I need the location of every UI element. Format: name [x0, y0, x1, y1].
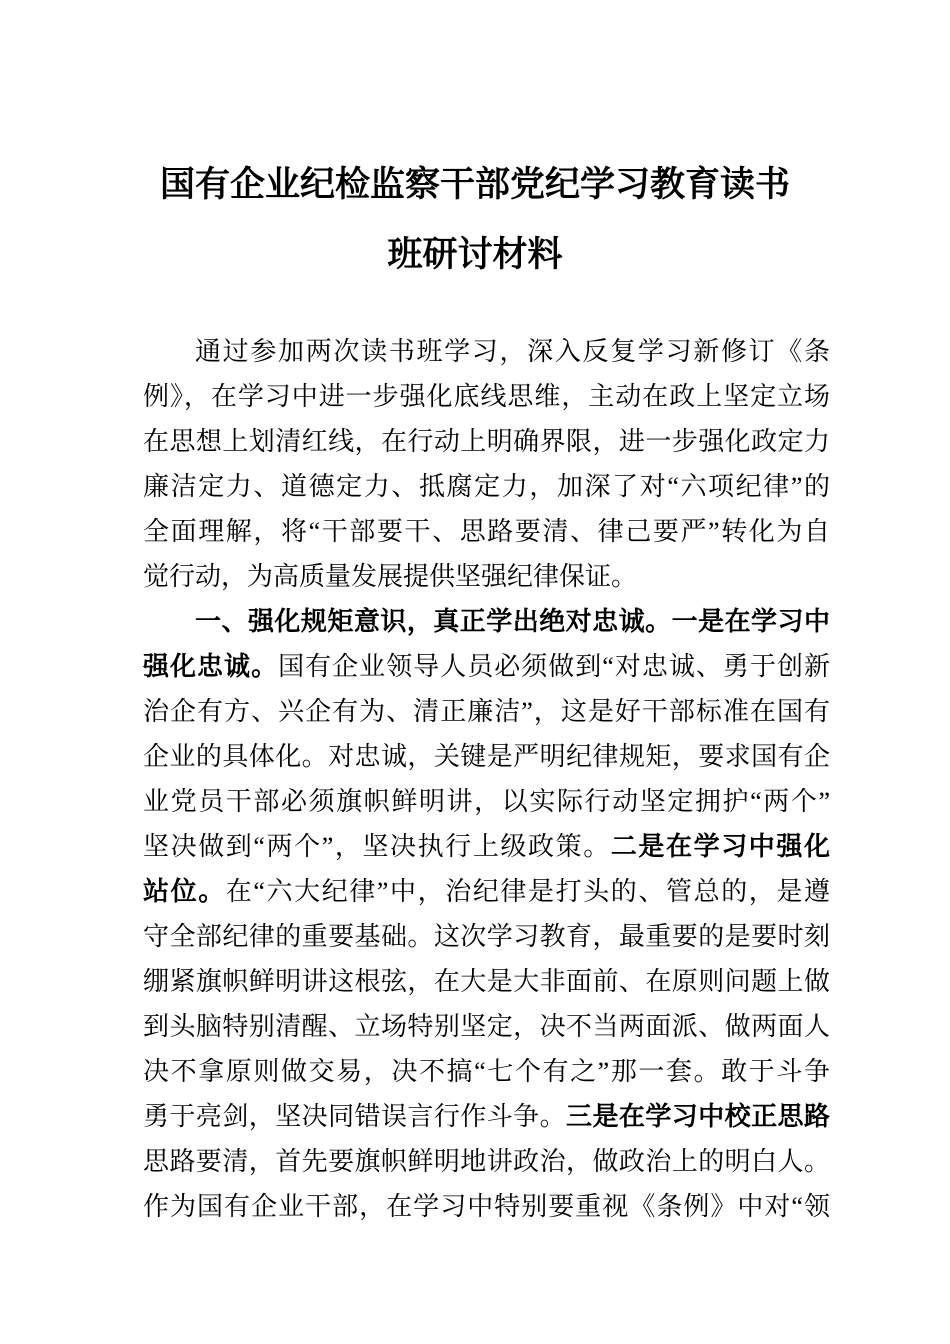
text-line: [143, 599, 830, 644]
title-line: 班研讨材料: [387, 235, 563, 274]
text-line: [143, 1004, 830, 1049]
text-segment: 思路要清，首先要旗帜鲜明地讲政治，做政治上的明白人。: [143, 1147, 830, 1176]
text-line: [143, 824, 830, 869]
text-segment: 作为国有企业干部，在学习中特别要重视《条例》中对“领: [143, 1192, 830, 1221]
text-segment: 通过参加两次读书班学习，深入反复学习新修订《条: [195, 337, 830, 366]
text-line: [143, 1184, 830, 1229]
text-line: [143, 869, 830, 914]
text-line: [143, 914, 830, 959]
bold-text-segment: 三是在学习中校正思路: [566, 1101, 830, 1131]
text-line: [143, 959, 830, 1004]
text-segment: 全面理解，将“干部要干、思路要清、律己要严”转化为自: [143, 517, 830, 546]
text-segment: 在“六大纪律”中，治纪律是打头的、管总的，是遵: [225, 877, 830, 906]
text-segment: 觉行动，为高质量发展提供坚强纪律保证。: [143, 562, 638, 591]
text-line: [143, 1094, 830, 1139]
text-line: [143, 779, 830, 824]
text-segment: 廉洁定力、道德定力、抵腐定力，加深了对“六项纪律”的: [143, 472, 830, 501]
text-line: [143, 1139, 830, 1184]
text-line: [143, 644, 830, 689]
text-line: [143, 734, 830, 779]
bold-text-segment: 一、强化规矩意识，真正学出绝对忠诚。一是在学习中: [195, 606, 830, 636]
text-line: [143, 464, 830, 509]
document-title: [0, 150, 950, 290]
text-segment: 坚决做到“两个”，坚决执行上级政策。: [143, 832, 611, 861]
text-segment: 业党员干部必须旗帜鲜明讲，以实际行动坚定拥护“两个”: [143, 787, 830, 816]
text-line: [143, 329, 830, 374]
text-segment: 治企有方、兴企有为、清正廉洁”，这是好干部标准在国有: [143, 697, 830, 726]
text-segment: 绷紧旗帜鲜明讲这根弦，在大是大非面前、在原则问题上做: [143, 967, 830, 996]
text-segment: 例》，在学习中进一步强化底线思维，主动在政上坚定立场: [143, 382, 830, 411]
text-segment: 决不拿原则做交易，决不搞“七个有之”那一套。敢于斗争: [143, 1057, 830, 1086]
paragraph-section-one: [143, 599, 830, 1229]
bold-text-segment: 站位。: [143, 876, 226, 906]
text-segment: 在思想上划清红线，在行动上明确界限，进一步强化政定力: [143, 427, 830, 456]
document-body: [143, 329, 830, 1229]
bold-text-segment: 强化忠诚。: [143, 651, 279, 681]
text-line: [143, 374, 830, 419]
title-line: 国有企业纪检监察干部党纪学习教育读书: [159, 165, 790, 204]
text-segment: 企业的具体化。对忠诚，关键是严明纪律规矩，要求国有企: [143, 742, 830, 771]
text-line: [143, 554, 830, 599]
text-line: [143, 509, 830, 554]
paragraph-intro: [143, 329, 830, 599]
text-segment: 国有企业领导人员必须做到“对忠诚、勇于创新: [278, 652, 830, 681]
text-line: [143, 1049, 830, 1094]
text-segment: 守全部纪律的重要基础。这次学习教育，最重要的是要时刻: [143, 922, 830, 951]
text-line: [143, 419, 830, 464]
bold-text-segment: 二是在学习中强化: [610, 831, 830, 861]
text-line: [143, 689, 830, 734]
text-segment: 勇于亮剑，坚决同错误言行作斗争。: [143, 1102, 567, 1131]
text-segment: 到头脑特别清醒、立场特别坚定，决不当两面派、做两面人: [143, 1012, 830, 1041]
